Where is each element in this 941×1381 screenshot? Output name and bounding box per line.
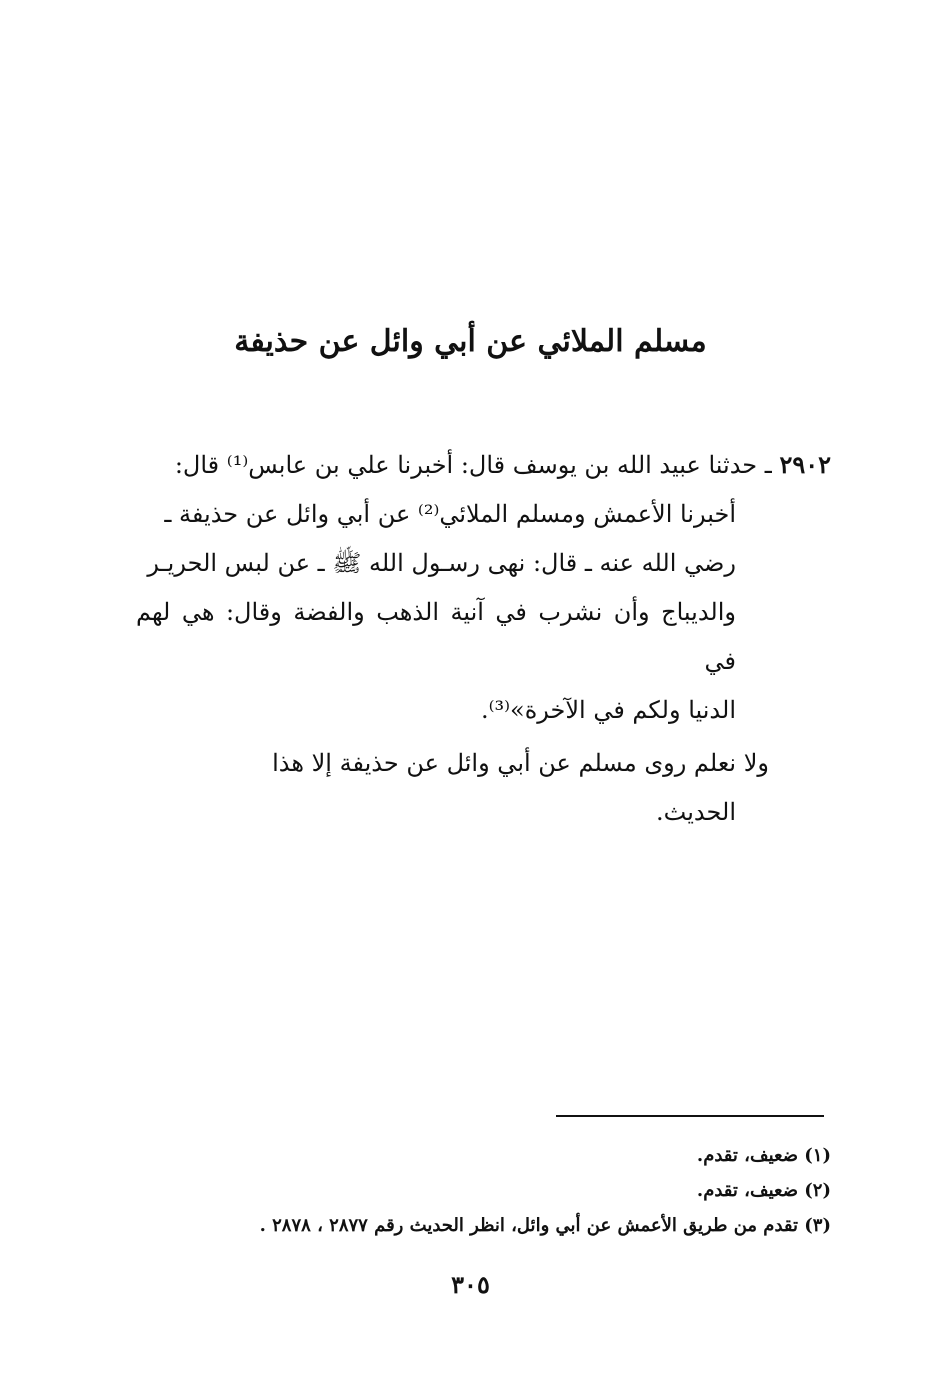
footnote-1: (١) ضعيف، تقدم. <box>696 1145 831 1166</box>
main-text <box>136 440 831 837</box>
footnote-3: (٣) تقدم من طريق الأعمش عن أبي وائل، انظر الحديث رقم ٢٨٧٧ ، ٢٨٧٨ . <box>259 1215 831 1236</box>
remark-paragraph <box>136 739 831 837</box>
hadith-line-4: والديباج وأن نشرب في آنية الذهب والفضة وقال: هي لهم في <box>136 598 736 675</box>
hadith-line-5: الدنيا ولكم في الآخرة»⁽³⁾. <box>480 696 736 724</box>
hadith-number: ٢٩٠٢ <box>779 450 831 479</box>
remark-line-1: ولا نعلم روى مسلم عن أبي وائل عن حذيفة إلا هذا <box>272 749 769 777</box>
page-number: ٣٠٥ <box>451 1270 490 1299</box>
hadith-line-1 <box>136 440 831 490</box>
footnote-separator <box>556 1115 824 1117</box>
hadith-line-2: أخبرنا الأعمش ومسلم الملائي⁽²⁾ عن أبي وائل عن حذيفة ـ <box>164 500 736 528</box>
hadith-paragraph <box>136 440 831 735</box>
hadith-line-3: رضي الله عنه ـ قال: نهى رسـول الله ﷺ ـ عن لبس الحريـر <box>147 549 736 577</box>
remark-line-2: الحديث. <box>656 798 736 826</box>
chapter-title: مسلم الملائي عن أبي وائل عن حذيفة <box>234 324 707 359</box>
footnotes <box>131 1138 831 1243</box>
hadith-text: ـ حدثنا عبيد الله بن يوسف قال: أخبرنا علي بن عابس⁽¹⁾ قال: <box>174 451 772 479</box>
footnote-2: (٢) ضعيف، تقدم. <box>696 1180 831 1201</box>
